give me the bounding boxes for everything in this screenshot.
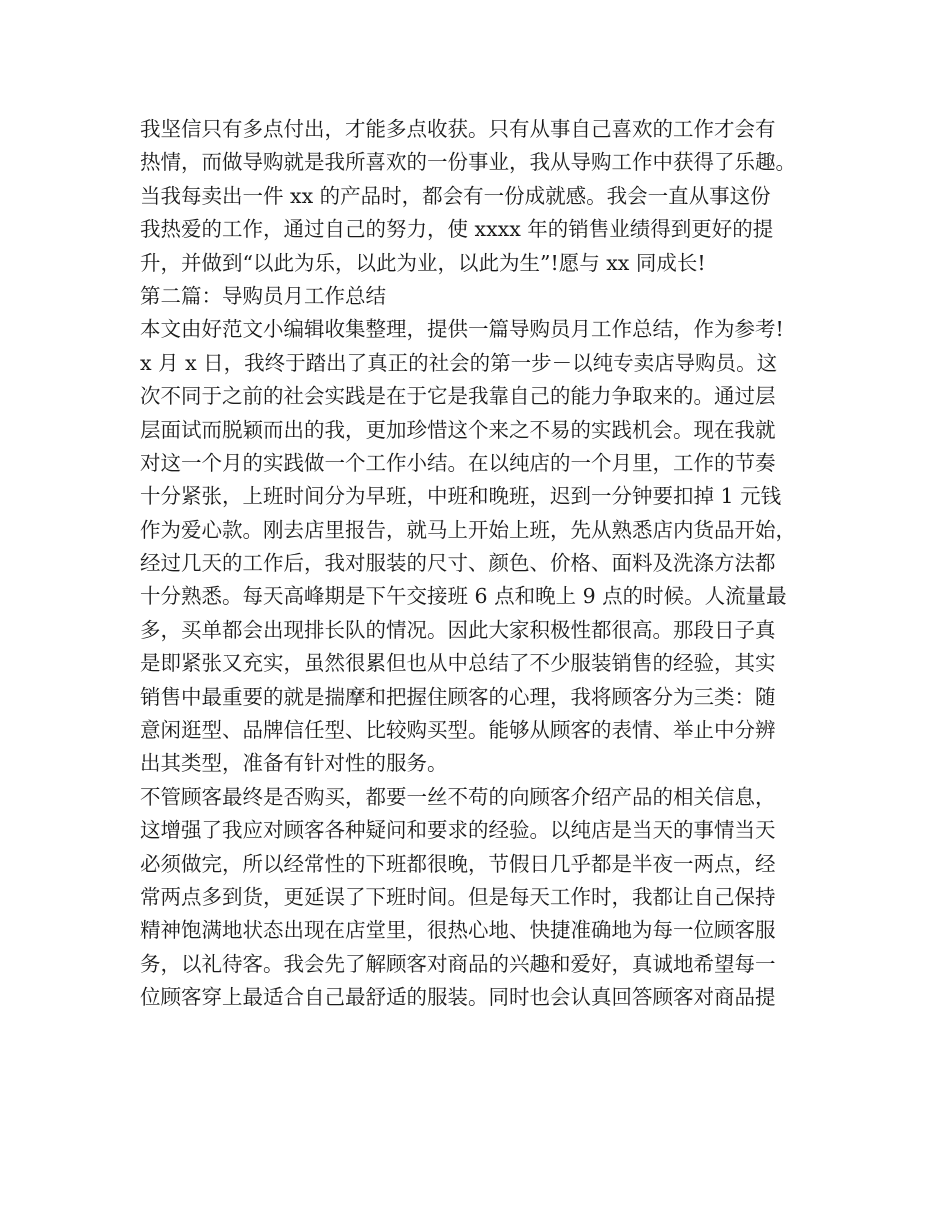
text-line: 这增强了我应对顾客各种疑问和要求的经验。以纯店是当天的事情当天 xyxy=(140,818,776,843)
text-line: 我坚信只有多点付出，才能多点收获。只有从事自己喜欢的工作才会有 xyxy=(140,117,776,141)
text-line: 次不同于之前的社会实践是在于它是我靠自己的能力争取来的。通过层 xyxy=(140,384,776,409)
text-line: 不管顾客最终是否购买，都要一丝不苟的向顾客介绍产品的相关信息， xyxy=(140,784,776,809)
text-line: 对这一个月的实践做一个工作小结。在以纯店的一个月里，工作的节奏 xyxy=(140,450,776,475)
text-line: 经过几天的工作后，我对服装的尺寸、颜色、价格、面料及洗涤方法都 xyxy=(140,551,776,576)
text-line: 位顾客穿上最适合自己最舒适的服装。同时也会认真回答顾客对商品提 xyxy=(140,985,776,1010)
text-line: 本文由好范文小编辑收集整理，提供一篇导购员月工作总结，作为参考! xyxy=(140,317,784,342)
document-body xyxy=(140,113,830,1015)
text-line: 作为爱心款。刚去店里报告，就马上开始上班，先从熟悉店内货品开始， xyxy=(140,517,796,542)
text-line: 热情，而做导购就是我所喜欢的一份事业，我从导购工作中获得了乐趣。 xyxy=(140,150,796,175)
text-line: 常两点多到货，更延误了下班时间。但是每天工作时，我都让自己保持 xyxy=(140,884,776,909)
text-line: 多，买单都会出现排长队的情况。因此大家积极性都很高。那段日子真 xyxy=(140,617,776,642)
text-line: 出其类型，准备有针对性的服务。 xyxy=(140,751,448,776)
text-line: 务，以礼待客。我会先了解顾客对商品的兴趣和爱好，真诚地希望每一 xyxy=(140,951,776,976)
text-line: 是即紧张又充实，虽然很累但也从中总结了不少服装销售的经验，其实 xyxy=(140,651,776,676)
text-line: 升，并做到“以此为乐，以此为业，以此为生”!愿与 xx 同成长! xyxy=(140,250,706,275)
text-line: 必须做完，所以经常性的下班都很晚，节假日几乎都是半夜一两点，经 xyxy=(140,851,776,876)
text-line: 我热爱的工作，通过自己的努力，使 xxxx 年的销售业绩得到更好的提 xyxy=(140,217,774,242)
text-line: 层面试而脱颖而出的我，更加珍惜这个来之不易的实践机会。现在我就 xyxy=(140,417,776,442)
text-line: 十分熟悉。每天高峰期是下午交接班 6 点和晚上 9 点的时候。人流量最 xyxy=(140,584,787,609)
text-line: 销售中最重要的就是揣摩和把握住顾客的心理，我将顾客分为三类：随 xyxy=(140,684,776,709)
text-line: 意闲逛型、品牌信任型、比较购买型。能够从顾客的表情、举止中分辨 xyxy=(140,718,776,743)
text-line: 当我每卖出一件 xx 的产品时，都会有一份成就感。我会一直从事这份 xyxy=(140,183,771,208)
text-line: 精神饱满地状态出现在店堂里，很热心地、快捷准确地为每一位顾客服 xyxy=(140,918,776,943)
text-line: 十分紧张，上班时间分为早班，中班和晚班，迟到一分钟要扣掉 1 元钱 xyxy=(140,484,782,509)
section-heading: 第二篇：导购员月工作总结 xyxy=(140,283,386,308)
text-line: x 月 x 日，我终于踏出了真正的社会的第一步－以纯专卖店导购员。这 xyxy=(140,350,778,375)
